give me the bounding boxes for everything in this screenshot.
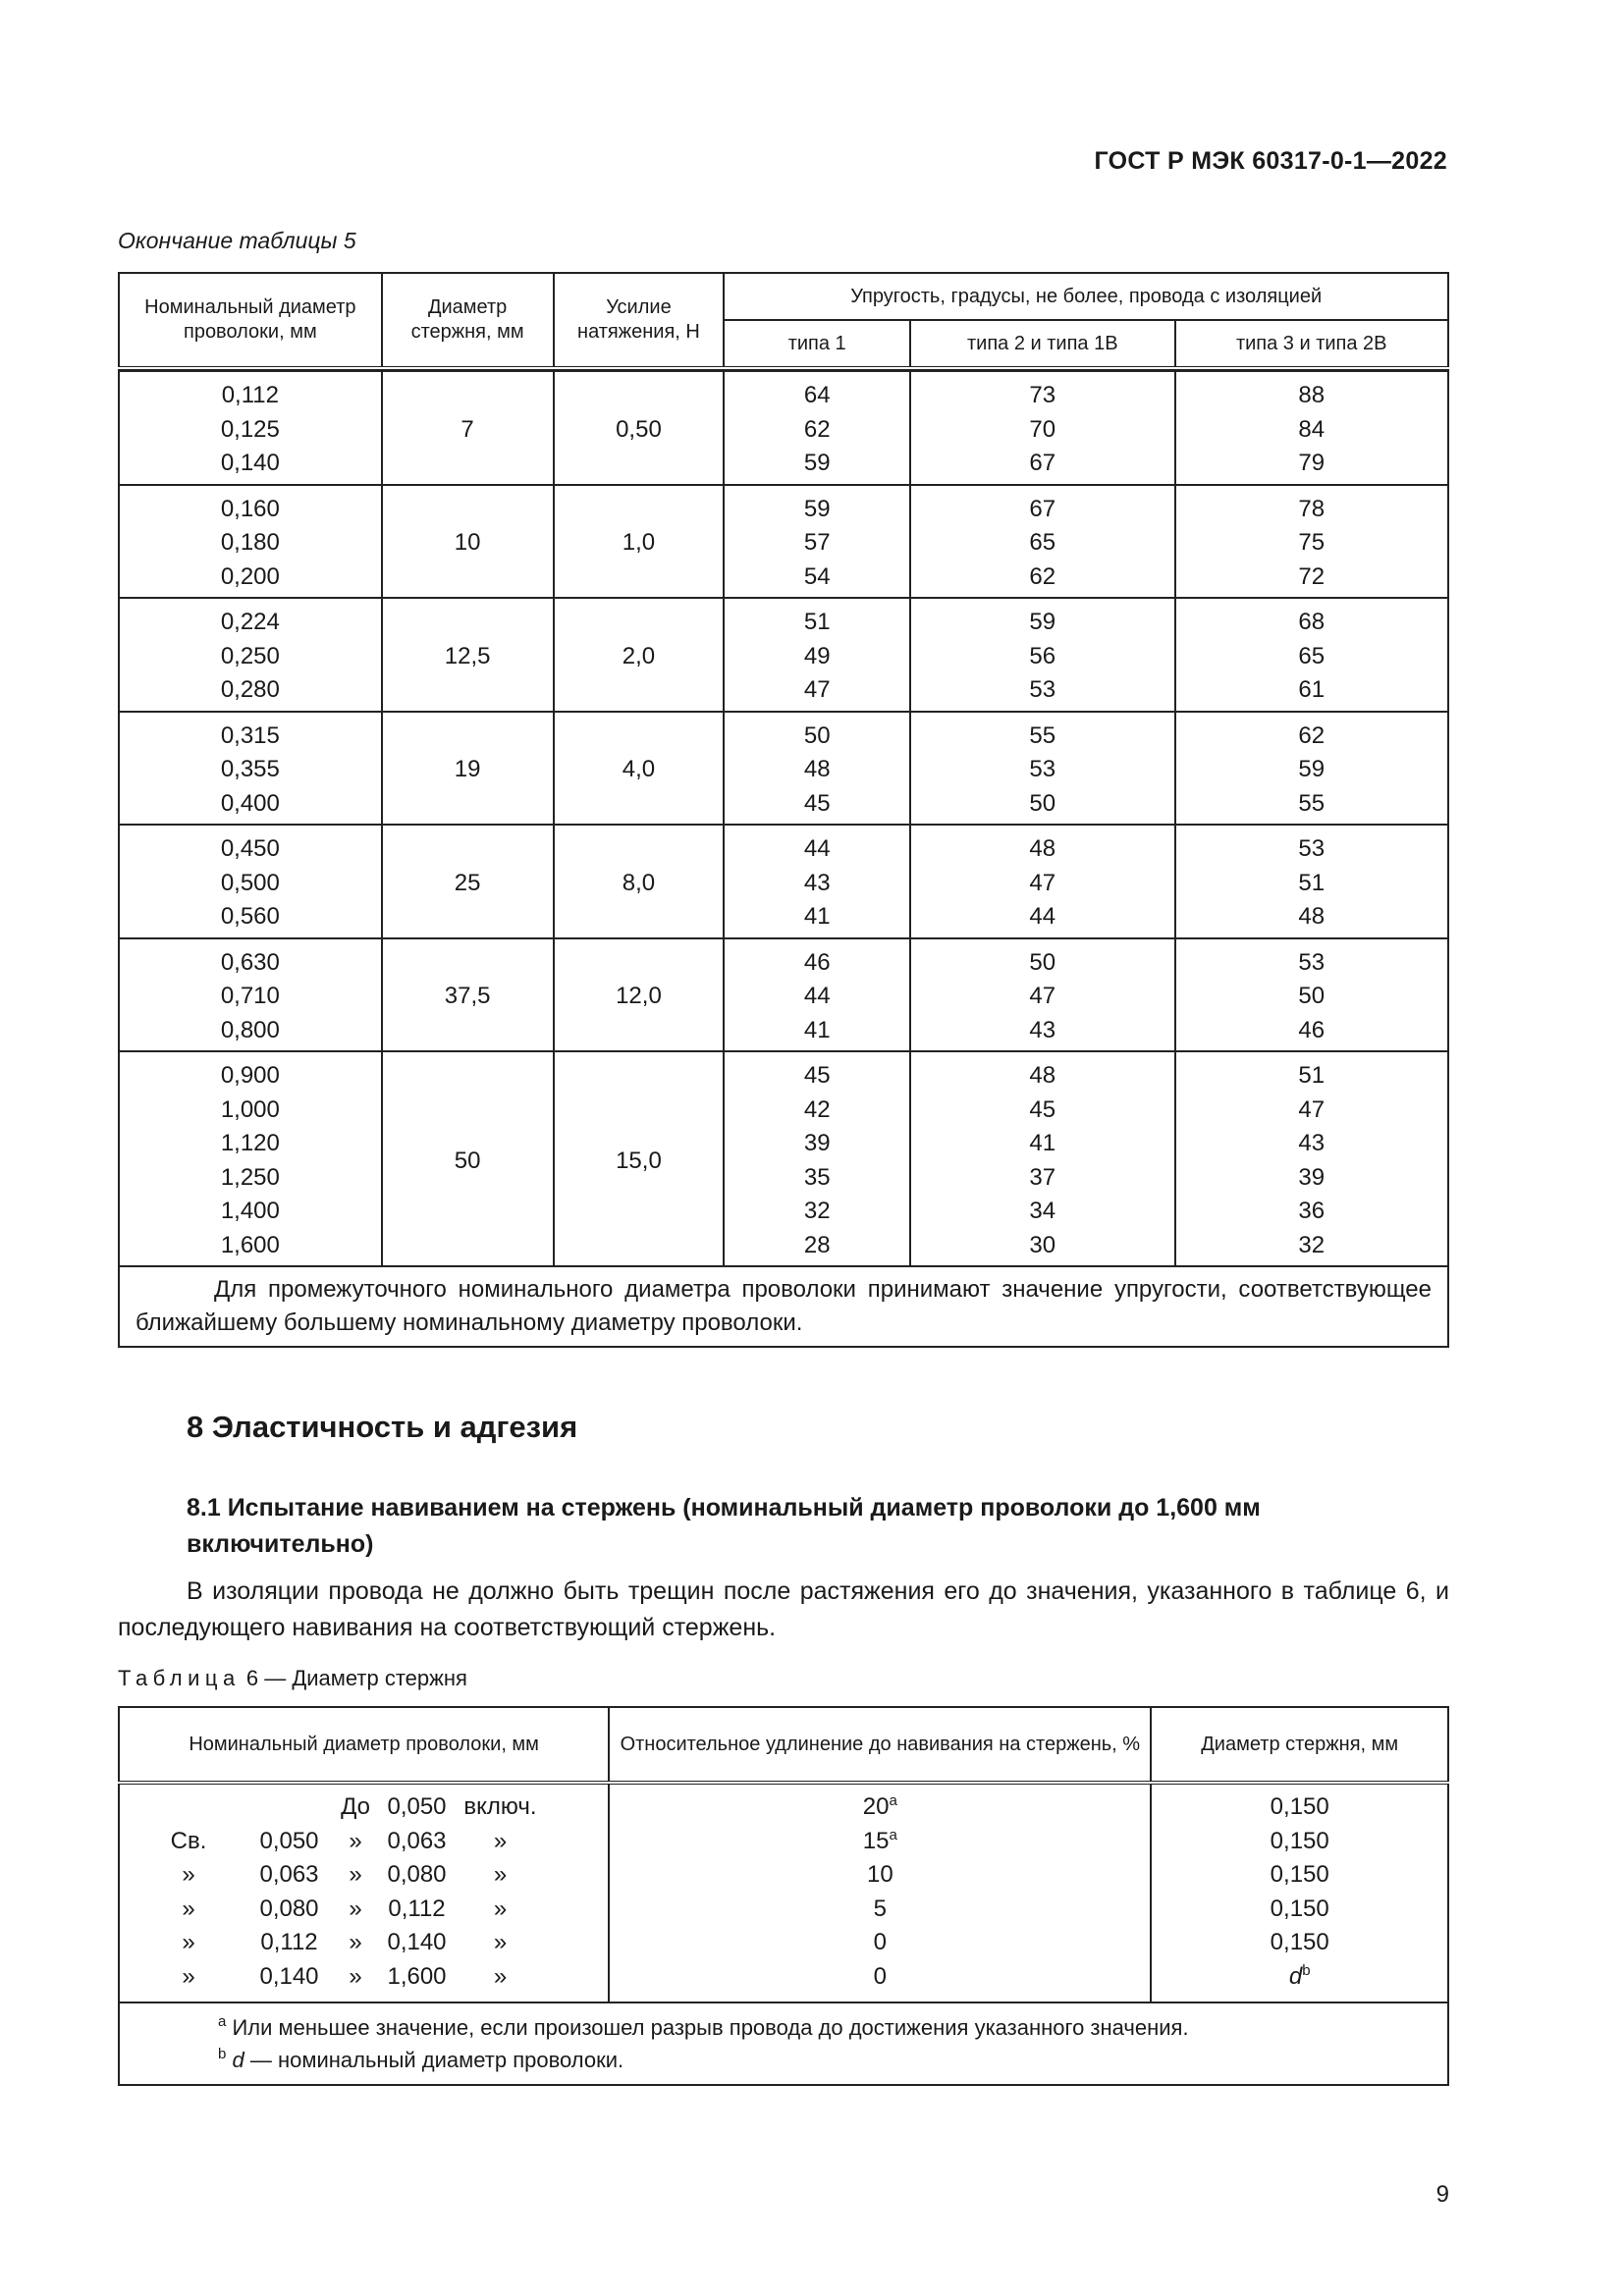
range-c3: »	[349, 1929, 362, 1955]
footnote-symbol: d	[232, 2048, 244, 2072]
nominal-diameter-cell-value: 0,140	[220, 450, 280, 476]
type2-cell-value: 73	[1029, 382, 1056, 408]
elongation-value	[610, 1893, 1150, 1927]
type1-cell-value: 47	[803, 676, 831, 703]
mandrel-number: 0,150	[1270, 1827, 1329, 1854]
range-c4: 1,600	[387, 1962, 447, 1990]
mandrel-value	[1152, 1825, 1447, 1859]
type2-cell-value: 53	[1029, 676, 1056, 703]
type2-cell-value: 53	[1029, 756, 1056, 782]
table-row	[119, 938, 1448, 1052]
range-c2: 0,080	[259, 1895, 319, 1922]
nominal-diameter-cell-value: 1,120	[220, 1130, 280, 1156]
type1-cell-value: 45	[803, 1062, 831, 1089]
nominal-diameter-cell-value: 1,600	[220, 1231, 280, 1258]
type1-cell-value: 44	[803, 983, 831, 1009]
range-c5: »	[493, 1861, 508, 1888]
type3-cell-value: 84	[1298, 415, 1326, 443]
nominal-diameter-cell-value: 0,200	[220, 562, 280, 590]
type3-cell-value: 32	[1298, 1231, 1326, 1258]
footnote-mark: b	[218, 2046, 227, 2062]
range-c3: »	[349, 1895, 362, 1922]
type2-cell-value: 65	[1029, 529, 1056, 556]
range-c3: До	[341, 1793, 370, 1820]
nominal-diameter-cell-value: 1,000	[220, 1095, 280, 1123]
mandrel-number: 0,150	[1270, 1929, 1329, 1955]
table-row	[119, 598, 1448, 712]
nominal-diameter-cell	[119, 598, 382, 712]
diameter-range-row	[120, 1893, 608, 1927]
type2-cell-value: 67	[1029, 495, 1056, 522]
type2-cell-value: 56	[1029, 642, 1056, 669]
type3-cell-value: 53	[1298, 835, 1326, 862]
elongation-value	[610, 1926, 1150, 1960]
mandrel-diameter-cell: 25	[382, 825, 554, 938]
header-type1: типа 1	[724, 320, 910, 368]
header-t6-nominal-diameter: Номинальный диаметр проволоки, мм	[119, 1707, 609, 1783]
range-c2: 0,063	[259, 1861, 319, 1888]
table6-caption: Таблица 6 — Диаметр стержня	[118, 1666, 467, 1690]
type2-cell-value: 48	[1029, 835, 1056, 862]
header-nominal-diameter: Номинальный диаметр проволоки, мм	[119, 273, 382, 368]
diameter-range-column	[119, 1785, 609, 2002]
nominal-diameter-cell	[119, 712, 382, 826]
type3-cell-value: 65	[1298, 642, 1326, 669]
type1-cell-value: 54	[803, 562, 831, 590]
header-t6-elongation: Относительное удлинение до навивания на стержень, %	[609, 1707, 1151, 1783]
table5-note: Для промежуточного номинального диаметра проволоки принимают значение упругости, соответствующее ближайшему большему номинальному диаметру проволоки.	[119, 1266, 1448, 1347]
type2-cell-value: 50	[1029, 789, 1056, 817]
type3-cell-value: 88	[1298, 382, 1326, 408]
footnote-mark: a	[889, 1826, 897, 1843]
nominal-diameter-cell	[119, 938, 382, 1052]
range-c4: 0,112	[388, 1895, 446, 1922]
nominal-diameter-cell-value: 1,250	[220, 1163, 280, 1191]
subsection-heading: 8.1 Испытание навиванием на стержень (номинальный диаметр проволоки до 1,600 мм включительно)	[187, 1494, 1261, 1558]
type3-cell-value: 68	[1298, 609, 1326, 635]
diameter-range-row	[120, 1926, 608, 1960]
table-6	[118, 1706, 1449, 2086]
nominal-diameter-cell-value: 0,630	[220, 948, 280, 976]
elongation-number: 10	[866, 1861, 893, 1888]
type1-cell-value: 28	[803, 1231, 831, 1258]
type2-cell-value: 59	[1029, 609, 1056, 635]
mandrel-value	[1152, 1893, 1447, 1927]
type1-cell-value: 48	[803, 756, 831, 782]
mandrel-value	[1152, 1960, 1447, 1995]
section-paragraph: В изоляции провода не должно быть трещин после растяжения его до значения, указанного в таблице 6, и последующего навивания на соответствующий стержень.	[118, 1577, 1449, 1641]
type2-cell-value: 43	[1029, 1016, 1056, 1043]
range-c5: »	[493, 1827, 508, 1854]
type2-cell-value: 67	[1029, 450, 1056, 476]
type3-cell	[1175, 712, 1448, 826]
range-c1: »	[182, 1861, 195, 1888]
mandrel-number: 0,150	[1270, 1793, 1329, 1820]
type3-cell	[1175, 1051, 1448, 1266]
nominal-diameter-cell-value: 0,500	[220, 869, 280, 896]
type2-cell-value: 70	[1029, 415, 1056, 443]
range-c4: 0,140	[387, 1929, 447, 1955]
nominal-diameter-cell-value: 0,125	[220, 415, 280, 443]
type1-cell-value: 32	[803, 1198, 831, 1224]
nominal-diameter-cell	[119, 371, 382, 485]
tension-cell: 8,0	[554, 825, 725, 938]
type1-cell	[724, 825, 910, 938]
mandrel-value	[1152, 1858, 1447, 1893]
elongation-number: 0	[873, 1929, 887, 1955]
type1-cell-value: 49	[803, 642, 831, 669]
document-code: ГОСТ Р МЭК 60317-0-1—2022	[1094, 147, 1447, 175]
nominal-diameter-cell-value: 0,710	[220, 983, 280, 1009]
footnote-mark: b	[1302, 1961, 1311, 1979]
type1-cell-value: 41	[803, 1016, 831, 1043]
type1-cell	[724, 712, 910, 826]
table-5	[118, 272, 1449, 1348]
type3-cell-value: 75	[1298, 529, 1326, 556]
type1-cell-value: 59	[803, 450, 831, 476]
elongation-number: 0	[873, 1962, 887, 1990]
type3-cell-value: 61	[1298, 676, 1326, 703]
type2-cell-value: 41	[1029, 1130, 1056, 1156]
type1-cell-value: 45	[803, 789, 831, 817]
type3-cell-value: 72	[1298, 562, 1326, 590]
tension-cell: 15,0	[554, 1051, 725, 1266]
table-row	[119, 371, 1448, 485]
type1-cell-value: 50	[803, 721, 831, 749]
table5-caption: Окончание таблицы 5	[118, 228, 356, 253]
type1-cell-value: 44	[803, 835, 831, 862]
elongation-column	[609, 1785, 1151, 2002]
type3-cell	[1175, 825, 1448, 938]
range-c2: 0,112	[260, 1929, 318, 1955]
nominal-diameter-cell-value: 0,355	[220, 756, 280, 782]
type1-cell-value: 42	[803, 1095, 831, 1123]
nominal-diameter-cell-value: 0,450	[220, 835, 280, 862]
mandrel-number: 0,150	[1270, 1895, 1329, 1922]
header-mandrel-diameter: Диаметр стержня, мм	[382, 273, 554, 368]
type2-cell-value: 37	[1029, 1163, 1056, 1191]
nominal-diameter-cell-value: 0,250	[220, 642, 280, 669]
type2-cell-value: 47	[1029, 983, 1056, 1009]
page-number: 9	[1435, 2181, 1449, 2208]
elongation-value	[610, 1825, 1150, 1859]
mandrel-diameter-cell: 19	[382, 712, 554, 826]
type1-cell-value: 51	[803, 609, 831, 635]
mandrel-diameter-cell: 37,5	[382, 938, 554, 1052]
type3-cell	[1175, 485, 1448, 599]
mandrel-diameter-cell: 12,5	[382, 598, 554, 712]
footnote	[218, 2044, 1447, 2076]
range-c5: включ.	[463, 1793, 537, 1820]
type1-cell	[724, 1051, 910, 1266]
type1-cell	[724, 598, 910, 712]
range-c4: 0,050	[387, 1793, 447, 1820]
type3-cell-value: 48	[1298, 903, 1326, 930]
type3-cell-value: 39	[1298, 1163, 1326, 1191]
type3-cell-value: 55	[1298, 789, 1326, 817]
mandrel-diameter-cell: 50	[382, 1051, 554, 1266]
range-c5: »	[493, 1895, 508, 1922]
range-c1: Св.	[170, 1827, 207, 1854]
nominal-diameter-cell-value: 0,112	[221, 382, 279, 408]
type3-cell-value: 46	[1298, 1016, 1326, 1043]
nominal-diameter-cell-value: 0,400	[220, 789, 280, 817]
elongation-value	[610, 1858, 1150, 1893]
nominal-diameter-cell	[119, 485, 382, 599]
mandrel-value	[1152, 1790, 1447, 1825]
elongation-number: 15	[862, 1827, 890, 1854]
nominal-diameter-cell-value: 0,224	[220, 609, 280, 635]
mandrel-number: d	[1288, 1962, 1303, 1990]
header-t6-mandrel: Диаметр стержня, мм	[1151, 1707, 1448, 1783]
range-c3: »	[349, 1827, 362, 1854]
tension-cell: 2,0	[554, 598, 725, 712]
type2-cell-value: 50	[1029, 948, 1056, 976]
range-c4: 0,063	[387, 1827, 447, 1854]
footnote-text: Или меньшее значение, если произошел разрыв провода до достижения указанного значения.	[226, 2015, 1189, 2040]
range-c1: »	[182, 1962, 195, 1990]
elongation-value	[610, 1790, 1150, 1825]
tension-cell: 1,0	[554, 485, 725, 599]
type2-cell	[910, 1051, 1174, 1266]
type3-cell-value: 53	[1298, 948, 1326, 976]
type2-cell-value: 34	[1029, 1198, 1056, 1224]
section-heading: 8 Эластичность и адгезия	[187, 1410, 578, 1444]
type1-cell-value: 64	[803, 382, 831, 408]
type1-cell-value: 57	[803, 529, 831, 556]
type3-cell-value: 59	[1298, 756, 1326, 782]
footnote	[218, 2011, 1447, 2044]
type3-cell-value: 43	[1298, 1130, 1326, 1156]
nominal-diameter-cell-value: 0,800	[220, 1016, 280, 1043]
table6-footnotes	[119, 2002, 1448, 2085]
header-type2: типа 2 и типа 1В	[910, 320, 1174, 368]
diameter-range-row	[120, 1790, 608, 1825]
table-row	[119, 485, 1448, 599]
range-c3: »	[349, 1962, 362, 1990]
type2-cell-value: 45	[1029, 1095, 1056, 1123]
diameter-range-row	[120, 1960, 608, 1995]
footnote-mark: a	[218, 2013, 227, 2030]
type3-cell-value: 36	[1298, 1198, 1326, 1224]
type2-cell-value: 44	[1029, 903, 1056, 930]
range-c1: »	[182, 1895, 195, 1922]
mandrel-diameter-cell: 10	[382, 485, 554, 599]
elongation-number: 20	[862, 1793, 890, 1820]
type1-cell	[724, 485, 910, 599]
nominal-diameter-cell	[119, 1051, 382, 1266]
range-c1: »	[182, 1929, 195, 1955]
type2-cell	[910, 371, 1174, 485]
nominal-diameter-cell	[119, 825, 382, 938]
mandrel-column	[1151, 1785, 1448, 2002]
type2-cell-value: 47	[1029, 869, 1056, 896]
nominal-diameter-cell-value: 0,560	[220, 903, 280, 930]
type2-cell	[910, 938, 1174, 1052]
table-row	[119, 1051, 1448, 1266]
footnote-text: — номинальный диаметр проволоки.	[244, 2048, 624, 2072]
type2-cell-value: 48	[1029, 1062, 1056, 1089]
type1-cell-value: 62	[803, 415, 831, 443]
header-springiness: Упругость, градусы, не более, провода с изоляцией	[724, 273, 1448, 320]
type2-cell-value: 55	[1029, 721, 1056, 749]
type2-cell	[910, 712, 1174, 826]
type1-cell-value: 39	[803, 1130, 831, 1156]
type3-cell-value: 47	[1298, 1095, 1326, 1123]
type3-cell-value: 79	[1298, 450, 1326, 476]
type3-cell-value: 62	[1298, 721, 1326, 749]
mandrel-diameter-cell: 7	[382, 371, 554, 485]
type3-cell	[1175, 371, 1448, 485]
type3-cell-value: 78	[1298, 495, 1326, 522]
table-row	[119, 825, 1448, 938]
type2-cell	[910, 598, 1174, 712]
mandrel-number: 0,150	[1270, 1861, 1329, 1888]
tension-cell: 12,0	[554, 938, 725, 1052]
elongation-number: 5	[873, 1895, 887, 1922]
tension-cell: 4,0	[554, 712, 725, 826]
type1-cell-value: 59	[803, 495, 831, 522]
header-type3: типа 3 и типа 2В	[1175, 320, 1448, 368]
diameter-range-row	[120, 1858, 608, 1893]
type3-cell-value: 51	[1298, 869, 1326, 896]
range-c2: 0,140	[259, 1962, 319, 1990]
range-c3: »	[349, 1861, 362, 1888]
type1-cell	[724, 938, 910, 1052]
type2-cell	[910, 825, 1174, 938]
type2-cell	[910, 485, 1174, 599]
type2-cell-value: 62	[1029, 562, 1056, 590]
range-c5: »	[493, 1962, 508, 1990]
type1-cell-value: 35	[803, 1163, 831, 1191]
range-c2: 0,050	[259, 1827, 319, 1854]
type3-cell-value: 50	[1298, 983, 1326, 1009]
type3-cell	[1175, 598, 1448, 712]
nominal-diameter-cell-value: 0,160	[220, 495, 280, 522]
type1-cell-value: 43	[803, 869, 831, 896]
elongation-value	[610, 1960, 1150, 1995]
type1-cell-value: 41	[803, 903, 831, 930]
footnote-mark: a	[889, 1792, 897, 1809]
header-tension: Усилие натяжения, Н	[554, 273, 725, 368]
range-c5: »	[493, 1929, 508, 1955]
type2-cell-value: 30	[1029, 1231, 1056, 1258]
type1-cell-value: 46	[803, 948, 831, 976]
nominal-diameter-cell-value: 1,400	[220, 1198, 280, 1224]
type3-cell	[1175, 938, 1448, 1052]
nominal-diameter-cell-value: 0,280	[220, 676, 280, 703]
type1-cell	[724, 371, 910, 485]
diameter-range-row	[120, 1825, 608, 1859]
nominal-diameter-cell-value: 0,900	[220, 1062, 280, 1089]
mandrel-value	[1152, 1926, 1447, 1960]
table-row	[119, 712, 1448, 826]
range-c4: 0,080	[387, 1861, 447, 1888]
nominal-diameter-cell-value: 0,315	[220, 721, 280, 749]
tension-cell: 0,50	[554, 371, 725, 485]
type3-cell-value: 51	[1298, 1062, 1326, 1089]
nominal-diameter-cell-value: 0,180	[220, 529, 280, 556]
